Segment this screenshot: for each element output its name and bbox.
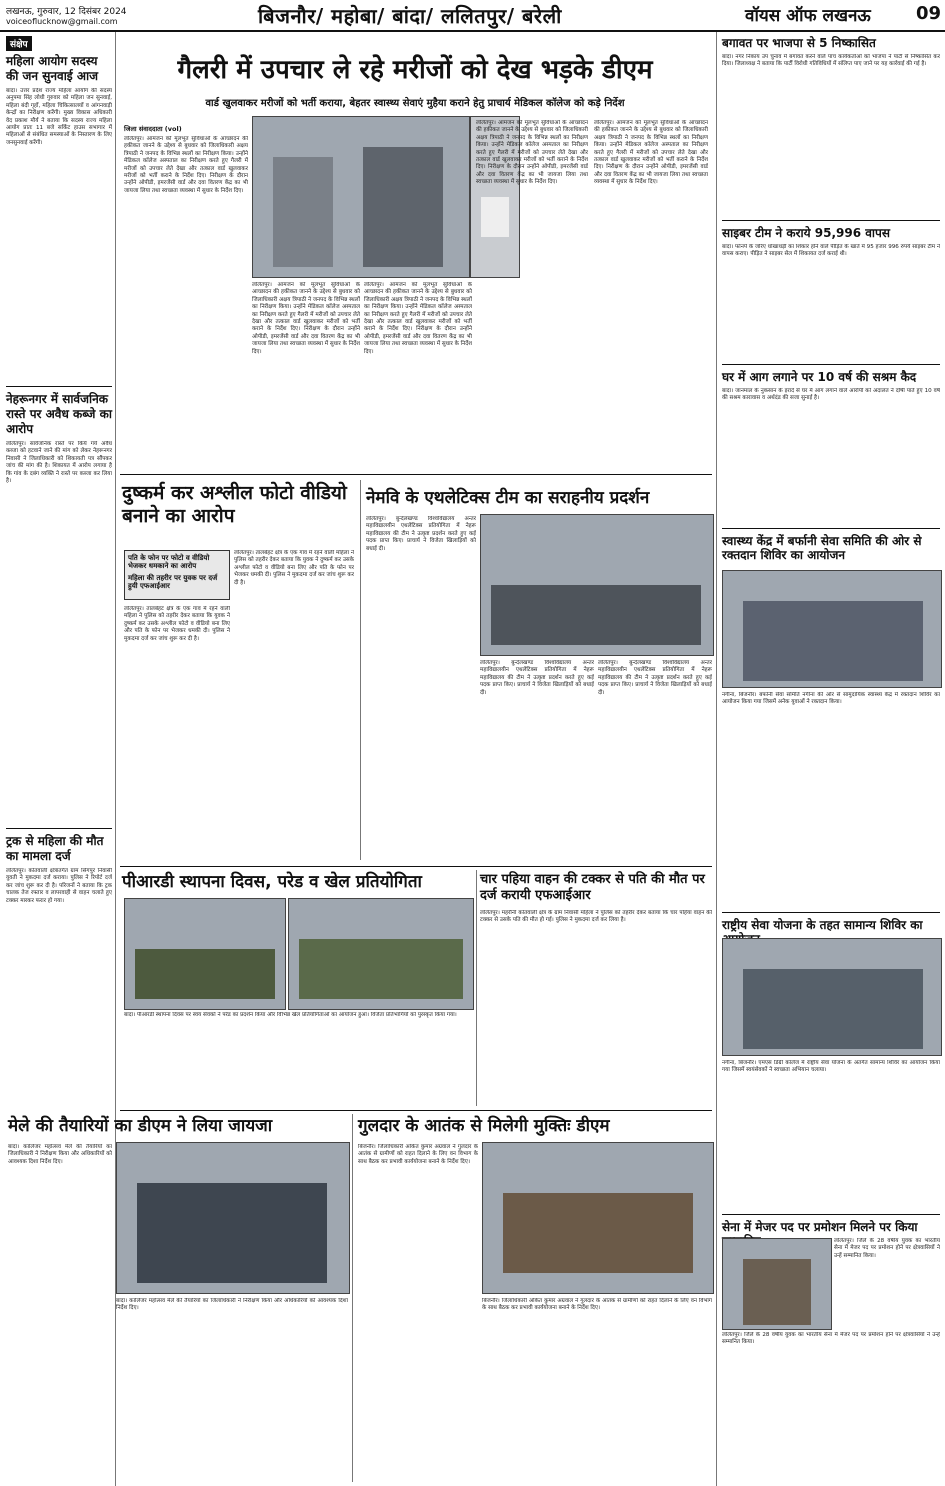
blood-donation-photo [722, 570, 942, 688]
divider [722, 364, 940, 365]
story-headline: घर में आग लगाने पर 10 वर्ष की सश्रम कैद [722, 370, 917, 384]
story-headline: स्वास्थ्य केंद्र में बर्फानी सेवा समिति की ओर से रक्तदान शिविर का आयोजन [722, 534, 922, 563]
brief-body: ललितपुर। कोतवाली क्षेत्रांतर्गत ग्राम सिंगपुर निवासी युवती ने मुकदमा दर्ज कराया। पुलिस ने रिपोर्ट दर्ज कर जांच शुरू कर दी है। परिजनों ने बताया कि ट्रक चालक तेज रफ्तार व लापरवाही से वाहन चलाते हुए टक्कर मारकर फरार हो गया। [6, 868, 112, 904]
column-rule [716, 32, 717, 1486]
divider [722, 912, 940, 913]
divider [722, 1214, 940, 1215]
story-body: बांदा। कालिंजर महोत्सव मेले की तैयारियों का जिलाधिकारी ने निरीक्षण किया और अधिकारियों को आवश्यक दिशा निर्देश दिए। [8, 1144, 112, 1165]
lead-headline: गैलरी में उपचार ले रहे मरीजों को देख भड़के डीएम [177, 55, 653, 85]
lead-byline: जिला संवाददाता (vol) [124, 125, 182, 133]
story-headline: चार पहिया वाहन की टक्कर से पति की मौत पर दर्ज करायी एफआईआर [480, 872, 705, 903]
story-body: ललितपुर। बुन्देलखण्ड विश्वविद्यालय अन्तर महाविद्यालयीन एथलेटिक्स प्रतियोगिता में नेहरू महाविद्यालय की टीम ने उत्कृष्ट प्रदर्शन करते हुए कई पदक प्राप्त किए। प्राचार्य ने विजेता खिलाड़ियों को बधाई दी। [480, 660, 594, 696]
page-number: 09 [916, 3, 942, 24]
highlight-1: पति के फोन पर फोटो व वीडियो भेजकर धमकाने का आरोप [128, 554, 210, 571]
lead-photo-ward [252, 116, 470, 278]
athletics-team-photo [480, 514, 714, 656]
contact-email: voiceoflucknow@gmail.com [6, 17, 118, 26]
story-headline: सेना में मेजर पद पर प्रमोशन मिलने पर किया [722, 1220, 918, 1234]
story-body: बांदा। नगर निकाय उप चुनाव में बगावत करने वाले पांच कार्यकर्ताओं को भाजपा ने पार्टी से निष्कासित कर दिया। जिलाध्यक्ष ने बताया कि पार्टी विरोधी गतिविधियों में संलिप्त पाए जाने पर यह कार्रवाई की गई है। [722, 54, 940, 68]
story-body: ललितपुर। जिले के 28 वर्षीय युवक का भारतीय सेना में मेजर पद पर प्रमोशन होने पर क्षेत्रवासियों ने उन्हें सम्मानित किया। [834, 1238, 940, 1259]
brief-headline: नेहरूनगर में सार्वजनिक रास्ते पर अवैध कब्जे का आरोप [6, 392, 112, 436]
story-headline: मेले की तैयारियों का डीएम ने लिया जायजा [8, 1116, 273, 1136]
story-body: ललितपुर। तालबेहट क्षेत्र के एक गांव में रहने वाली महिला ने पुलिस को तहरीर देकर बताया कि युवक ने दुष्कर्म कर उसके अश्लील फोटो व वीडियो बना लिए और पति के फोन पर भेजकर धमकी दी। पुलिस ने मुकदमा दर्ज कर जांच शुरू कर दी है। [124, 606, 230, 642]
story-headline: दुष्कर्म कर अश्लील फोटो वीडियो बनाने का आरोप [122, 482, 347, 527]
story-body: बिजनौर। जिलाधिकारी अंकित कुमार अग्रवाल ने गुलदार के आतंक से ग्रामीणों को राहत दिलाने के लिए वन विभाग के साथ बैठक कर प्रभावी कार्ययोजना बनाने के निर्देश दिए। [482, 1298, 712, 1312]
story-headline: गुलदार के आतंक से मिलेगी मुक्तिः डीएम [358, 1116, 610, 1136]
divider [120, 866, 712, 867]
brief-tag: संक्षेप [6, 36, 32, 51]
story-headline: नेमवि के एथलेटिक्स टीम का सराहनीय प्रदर्शन [366, 488, 650, 508]
highlight-2: महिला की तहरीर पर युवक पर दर्ज हुयी एफआईआर [128, 573, 218, 591]
story-body: बिजनौर। जिलाधिकारी अंकित कुमार अग्रवाल ने गुलदार के आतंक से ग्रामीणों को राहत दिलाने के लिए वन विभाग के साथ बैठक कर प्रभावी कार्ययोजना बनाने के निर्देश दिए। [358, 1144, 478, 1165]
story-body: नगीना, बिजनौर। एमएस डिग्री कॉलेज में राष्ट्रीय सेवा योजना के अंतर्गत सामान्य शिविर का आयोजन किया गया जिसमें स्वयंसेवकों ने स्वच्छता अभियान चलाया। [722, 1060, 940, 1074]
column-rule [352, 1114, 353, 1482]
lead-body-col1: ललितपुर। आमजन को मूलभूत सुविधाओं के आच्छादन की हकीकत जानने के उद्देश्य से बुधवार को जिलाधिकारी अक्षय त्रिपाठी ने जनपद के विभिन्न स्थलों का निरीक्षण किया। उन्होंने मेडिकल कॉलेज अस्पताल का निरीक्षण करते हुए गैलरी में मरीजों को उपचार लेते देखा और तत्काल वार्ड खुलवाकर मरीजों को भर्ती कराने के निर्देश दिए। निरीक्षण के दौरान उन्होंने ओपीडी, इमरजेंसी वार्ड और दवा वितरण केंद्र का भी जायजा लिया तथा स्वच्छता व्यवस्था में सुधार के निर्देश दिए। [124, 136, 248, 194]
lead-body-col3: ललितपुर। आमजन को मूलभूत सुविधाओं के आच्छादन की हकीकत जानने के उद्देश्य से बुधवार को जिलाधिकारी अक्षय त्रिपाठी ने जनपद के विभिन्न स्थलों का निरीक्षण किया। उन्होंने मेडिकल कॉलेज अस्पताल का निरीक्षण करते हुए गैलरी में मरीजों को उपचार लेते देखा और तत्काल वार्ड खुलवाकर मरीजों को भर्ती कराने के निर्देश दिए। निरीक्षण के दौरान उन्होंने ओपीडी, इमरजेंसी वार्ड और दवा वितरण केंद्र का भी जायजा लिया तथा स्वच्छता व्यवस्था में सुधार के निर्देश दिए। [364, 282, 472, 355]
story-headline: राष्ट्रीय सेवा योजना के तहत सामान्य शिविर का [722, 918, 923, 932]
nss-camp-photo [722, 938, 942, 1056]
brief-story-2 [6, 392, 112, 821]
parade-photo [124, 898, 286, 1010]
lead-body-col2: ललितपुर। आमजन को मूलभूत सुविधाओं के आच्छादन की हकीकत जानने के उद्देश्य से बुधवार को जिलाधिकारी अक्षय त्रिपाठी ने जनपद के विभिन्न स्थलों का निरीक्षण किया। उन्होंने मेडिकल कॉलेज अस्पताल का निरीक्षण करते हुए गैलरी में मरीजों को उपचार लेते देखा और तत्काल वार्ड खुलवाकर मरीजों को भर्ती कराने के निर्देश दिए। निरीक्षण के दौरान उन्होंने ओपीडी, इमरजेंसी वार्ड और दवा वितरण केंद्र का भी जायजा लिया तथा स्वच्छता व्यवस्था में सुधार के निर्देश दिए। [252, 282, 360, 355]
divider [722, 220, 940, 221]
divider [6, 828, 112, 829]
brief-headline: ट्रक से महिला की मौत का मामला दर्ज [6, 834, 104, 863]
issue-date: लखनऊ, गुरुवार, 12 दिसंबर 2024 [6, 7, 127, 17]
lead-body-col4: ललितपुर। आमजन को मूलभूत सुविधाओं के आच्छादन की हकीकत जानने के उद्देश्य से बुधवार को जिलाधिकारी अक्षय त्रिपाठी ने जनपद के विभिन्न स्थलों का निरीक्षण किया। उन्होंने मेडिकल कॉलेज अस्पताल का निरीक्षण करते हुए गैलरी में मरीजों को उपचार लेते देखा और तत्काल वार्ड खुलवाकर मरीजों को भर्ती कराने के निर्देश दिए। निरीक्षण के दौरान उन्होंने ओपीडी, इमरजेंसी वार्ड और दवा वितरण केंद्र का भी जायजा लिया तथा स्वच्छता व्यवस्था में सुधार के निर्देश दिए। [476, 120, 588, 186]
fair-inspection-photo [116, 1142, 350, 1294]
lead-body-col5: ललितपुर। आमजन को मूलभूत सुविधाओं के आच्छादन की हकीकत जानने के उद्देश्य से बुधवार को जिलाधिकारी अक्षय त्रिपाठी ने जनपद के विभिन्न स्थलों का निरीक्षण किया। उन्होंने मेडिकल कॉलेज अस्पताल का निरीक्षण करते हुए गैलरी में मरीजों को उपचार लेते देखा और तत्काल वार्ड खुलवाकर मरीजों को भर्ती कराने के निर्देश दिए। निरीक्षण के दौरान उन्होंने ओपीडी, इमरजेंसी वार्ड और दवा वितरण केंद्र का भी जायजा लिया तथा स्वच्छता व्यवस्था में सुधार के निर्देश दिए। [594, 120, 708, 186]
brief-headline: महिला आयोग सदस्य की जन सुनवाई आज [6, 54, 99, 83]
edition-cities: बिजनौर/ महोबा/ बांदा/ ललितपुर/ बरेली [258, 4, 562, 28]
brief-body: बांदा। उत्तर प्रदेश राज्य महिला आयोग की सदस्य अनुपमा सिंह लोधी गुरुवार को महिला जन सुनवाई, महिला बंदी गृहों, महिला चिकित्सालयों व आंगनवाड़ी केन्द्रों का निरीक्षण करेंगी। मुख्य विकास अधिकारी वेद प्रकाश मौर्य ने बताया कि सदस्य राज्य महिला आयोग प्रातः 11 बजे सर्किट हाउस सभागार में महिलाओं से संबंधित समस्याओं के निस्तारण के लिए जनसुनवाई करेंगी। [6, 88, 112, 146]
column-rule [360, 480, 361, 860]
lead-subheadline: वार्ड खुलवाकर मरीजों को भर्ती कराया, बेहतर स्वास्थ्य सेवाएं मुहैया कराने हेतु प्राचार्य मेडिकल कॉलेज को कड़े निर्देश [205, 98, 625, 109]
story-body: बांदा। फोनपे के जरिए धोखाधड़ी का शिकार होने वाले पीड़ित के खाते में 95 हजार 996 रुपये साइबर टीम ने वापस कराए। पीड़ित ने साइबर सेल में शिकायत दर्ज कराई थी। [722, 244, 940, 258]
meeting-photo [482, 1142, 714, 1294]
brief-body: ललितपुर। सार्वजनिक रास्ते पर किये गये अवैध कब्जा को हटवाने जाने की मांग को लेकर नेहरूनगर निवासी ने जिलाधिकारी को शिकायती पत्र सौंपकर जांच की मांग की है। शिकायत में आरोप लगाया है कि गांव के दबंग व्यक्ति ने रास्ते पर कब्जा कर लिया है। [6, 441, 112, 485]
brief-story-1 [6, 54, 112, 370]
divider [6, 386, 112, 387]
story-body: नगीना, बिजनौर। बर्फानी सेवा समिति नगीना की ओर से सामुदायिक स्वास्थ्य केंद्र में रक्तदान शिविर का आयोजन किया गया जिसमें अनेक युवाओं ने रक्तदान किया। [722, 692, 940, 706]
story-headline: पीआरडी स्थापना दिवस, परेड व खेल प्रतियोगिता [122, 872, 422, 892]
story-body: ललितपुर। बुन्देलखण्ड विश्वविद्यालय अन्तर महाविद्यालयीन एथलेटिक्स प्रतियोगिता में नेहरू महाविद्यालय की टीम ने उत्कृष्ट प्रदर्शन करते हुए कई पदक प्राप्त किए। प्राचार्य ने विजेता खिलाड़ियों को बधाई दी। [366, 516, 476, 552]
divider [120, 474, 712, 475]
story-headline: बगावत पर भाजपा से 5 निष्कासित [722, 36, 876, 50]
story-body: बांदा। पीआरडी स्थापना दिवस पर स्वयं सेवकों ने परेड का प्रदर्शन किया और विभिन्न खेल प्रतियोगिताओं का आयोजन हुआ। विजेता प्रतिभागियों को पुरस्कृत किया गया। [124, 1012, 457, 1018]
column-rule [476, 870, 477, 1106]
story-body: ललितपुर। महरौनी कोतवाली क्षेत्र के ग्राम निवासी महिला ने पुलिस को तहरीर देकर बताया कि चार पहिया वाहन की टक्कर से उसके पति की मौत हो गई। पुलिस ने मुकदमा दर्ज कर लिया है। [480, 910, 712, 924]
story-body: ललितपुर। तालबेहट क्षेत्र के एक गांव में रहने वाली महिला ने पुलिस को तहरीर देकर बताया कि युवक ने दुष्कर्म कर उसके अश्लील फोटो व वीडियो बना लिए और पति के फोन पर भेजकर धमकी दी। पुलिस ने मुकदमा दर्ज कर जांच शुरू कर दी है। [234, 550, 354, 586]
story-body: ललितपुर। जिले के 28 वर्षीय युवक का भारतीय सेना में मेजर पद पर प्रमोशन होने पर क्षेत्रवासियों ने उन्हें सम्मानित किया। [722, 1332, 940, 1346]
divider [120, 1110, 712, 1111]
story-body: बांदा। कालिंजर महोत्सव मेले की तैयारियों का जिलाधिकारी ने निरीक्षण किया और अधिकारियों को आवश्यक दिशा निर्देश दिए। [116, 1298, 348, 1312]
story-headline: साइबर टीम ने कराये 95,996 वापस [722, 226, 890, 240]
army-major-photo [722, 1238, 832, 1330]
sports-photo [288, 898, 474, 1010]
story-body: ललितपुर। बुन्देलखण्ड विश्वविद्यालय अन्तर महाविद्यालयीन एथलेटिक्स प्रतियोगिता में नेहरू महाविद्यालय की टीम ने उत्कृष्ट प्रदर्शन करते हुए कई पदक प्राप्त किए। प्राचार्य ने विजेता खिलाड़ियों को बधाई दी। [598, 660, 712, 696]
divider [722, 528, 940, 529]
story-body: बांदा। जानमाल के नुकसान के इरादे से घर में आग लगाने वाले आरोपी को अदालत ने दोषी पाते हुए 10 वर्ष की सश्रम कारावास व अर्थदंड की सजा सुनाई है। [722, 388, 940, 402]
story-highlights [124, 550, 230, 600]
newspaper-brand: वॉयस ऑफ लखनऊ [745, 6, 871, 26]
